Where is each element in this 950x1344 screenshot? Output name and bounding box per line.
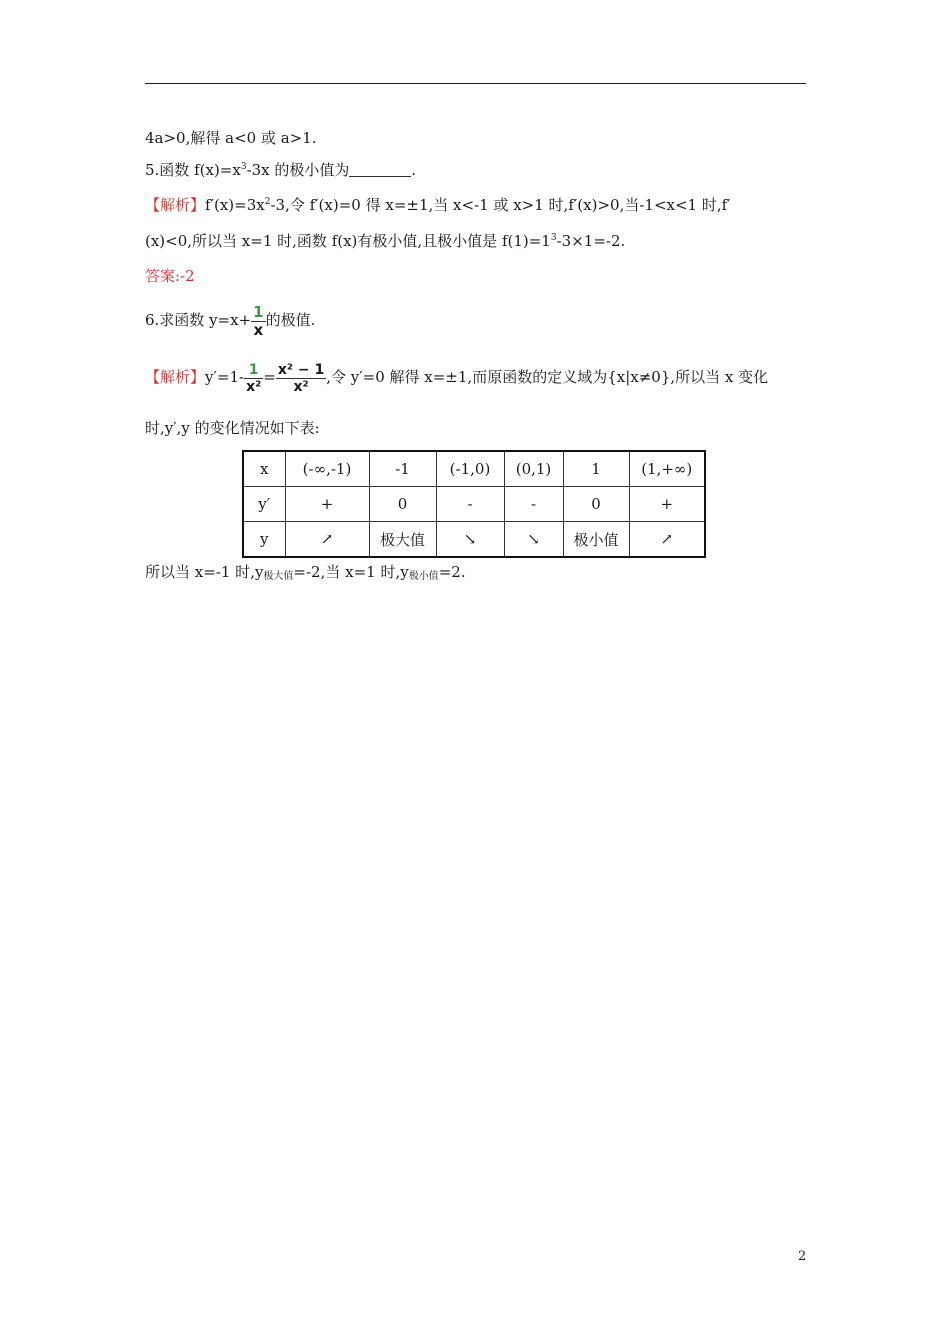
table-row bbox=[243, 522, 705, 558]
table-cell: + bbox=[285, 487, 369, 522]
sol5-l1a: f′(x)=3x bbox=[205, 196, 265, 214]
q6-suffix: 的极值. bbox=[265, 311, 316, 329]
q6-frac-numerator: 1 bbox=[253, 302, 264, 321]
table-cell: 极小值 bbox=[563, 522, 629, 558]
table-cell: y′ bbox=[243, 487, 285, 522]
variation-table bbox=[242, 450, 706, 558]
solution-5-line-2 bbox=[145, 231, 625, 251]
table-row bbox=[243, 487, 705, 522]
table-cell: - bbox=[504, 487, 563, 522]
q5-prefix: 5.函数 f(x)=x bbox=[145, 161, 241, 179]
concl-sub-min: 极小值 bbox=[408, 571, 439, 582]
solution-6-line-1 bbox=[145, 355, 768, 399]
concl-c: =2. bbox=[438, 563, 466, 581]
sol5-l2-exponent: 3 bbox=[550, 233, 557, 243]
concl-b: =-2,当 x=1 时,y bbox=[293, 563, 409, 581]
table-cell: ↗ bbox=[629, 522, 705, 558]
table-cell: 1 bbox=[563, 451, 629, 487]
solution-6-line-2: 时,y′,y 的变化情况如下表: bbox=[145, 419, 320, 437]
q6-fraction bbox=[251, 302, 265, 339]
concl-sub-max: 极大值 bbox=[263, 571, 294, 582]
question-6 bbox=[145, 300, 315, 340]
sol6-b: ,令 y′=0 解得 x=±1,而原函数的定义域为{x|x≠0},所以当 x 变化 bbox=[326, 368, 769, 386]
q5-middle: -3x 的极小值为 bbox=[246, 161, 350, 179]
q5-suffix: . bbox=[411, 161, 417, 179]
sol5-l1b: -3,令 f′(x)=0 得 x=±1,当 x<-1 或 x>1 时,f′(x)>0,当-1<x<1 时,f′ bbox=[270, 196, 731, 214]
table-cell: 极大值 bbox=[369, 522, 436, 558]
analysis-tag-6: 【解析】 bbox=[145, 368, 206, 386]
q5-exponent: 3 bbox=[240, 162, 247, 172]
table-cell: + bbox=[629, 487, 705, 522]
sol6-f2-numerator: x² − 1 bbox=[277, 361, 325, 378]
header-rule bbox=[145, 83, 806, 84]
sol6-f1-denominator: x² bbox=[246, 378, 262, 395]
concl-a: 所以当 x=-1 时,y bbox=[145, 563, 264, 581]
q6-frac-denominator: x bbox=[253, 320, 264, 339]
table-cell: ↘ bbox=[436, 522, 504, 558]
sol6-fraction-2 bbox=[276, 363, 326, 394]
sol5-l1-exponent: 2 bbox=[264, 197, 271, 207]
answer-5: 答案:-2 bbox=[145, 267, 195, 285]
table-cell: (1,+∞) bbox=[629, 451, 705, 487]
sol6-a: y′=1- bbox=[205, 368, 245, 386]
table-cell: x bbox=[243, 451, 285, 487]
answer-blank bbox=[349, 162, 411, 177]
table-cell: y bbox=[243, 522, 285, 558]
table-cell: (0,1) bbox=[504, 451, 563, 487]
sol5-l2a: (x)<0,所以当 x=1 时,函数 f(x)有极小值,且极小值是 f(1)=1 bbox=[145, 232, 551, 250]
sol6-f2-denominator: x² bbox=[293, 378, 309, 395]
question-5 bbox=[145, 160, 416, 180]
analysis-tag: 【解析】 bbox=[145, 196, 206, 214]
table-cell: -1 bbox=[369, 451, 436, 487]
table-cell: (-1,0) bbox=[436, 451, 504, 487]
sol6-equals: = bbox=[263, 368, 276, 386]
text-line-1: 4a>0,解得 a<0 或 a>1. bbox=[145, 129, 317, 147]
q6-prefix: 6.求函数 y=x+ bbox=[145, 311, 252, 329]
table-cell: 0 bbox=[369, 487, 436, 522]
table-cell: ↘ bbox=[504, 522, 563, 558]
sol6-f1-numerator: 1 bbox=[248, 361, 259, 378]
page-number: 2 bbox=[798, 1249, 807, 1264]
table-row bbox=[243, 451, 705, 487]
sol6-fraction-1 bbox=[244, 363, 263, 394]
solution-5-line-1 bbox=[145, 195, 731, 215]
table-cell: 0 bbox=[563, 487, 629, 522]
sol5-l2b: -3×1=-2. bbox=[556, 232, 626, 250]
conclusion-line bbox=[145, 562, 466, 582]
table-cell: (-∞,-1) bbox=[285, 451, 369, 487]
table-cell: - bbox=[436, 487, 504, 522]
table-cell: ↗ bbox=[285, 522, 369, 558]
